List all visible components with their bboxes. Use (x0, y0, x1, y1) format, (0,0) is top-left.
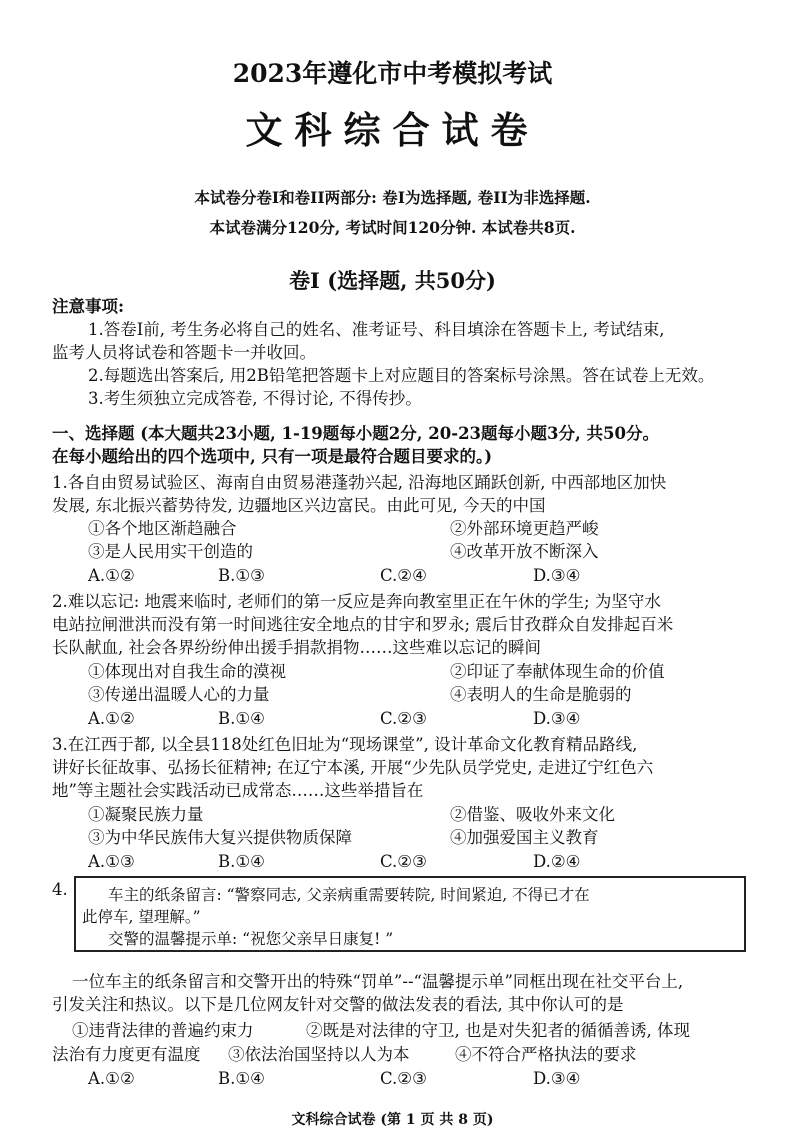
q1-stem-line-1: 1.各自由贸易试验区、海南自由贸易港蓬勃兴起, 沿海地区踊跃创新, 中西部地区加快 (52, 473, 667, 492)
q3-choice-c: C.②③ (380, 852, 427, 871)
q4-option-1: ①违背法律的普遍约束力 (72, 1021, 254, 1040)
notice-line-2: 监考人员将试卷和答题卡一并收回。 (52, 343, 316, 362)
q4-box-line-3: 交警的温馨提示单: “祝您父亲早日康复! ” (108, 930, 394, 948)
exam-subject: 文科综合试卷 (245, 108, 540, 152)
q2-choice-d: D.③④ (533, 709, 581, 728)
q3-stem-line-3: 地”等主题社会实践活动已成常态……这些举措旨在 (52, 781, 424, 800)
q1-option-3: ③是人民用实干创造的 (88, 542, 253, 561)
volume-heading: 卷I (选择题, 共50分) (289, 268, 496, 293)
q3-choice-a: A.①③ (88, 852, 135, 871)
q2-stem-line-1: 2.难以忘记: 地震来临时, 老师们的第一反应是奔向教室里正在午休的学生; 为坚守水 (52, 592, 661, 611)
q4-option-2-continued: 法治有力度更有温度 (52, 1045, 201, 1064)
page-footer: 文科综合试卷 (第 1 页 共 8 页) (291, 1112, 494, 1128)
q1-stem-line-2: 发展, 东北振兴蓄势待发, 边疆地区兴边富民。由此可见, 今天的中国 (52, 496, 546, 515)
exam-title: 2023年遵化市中考模拟考试 (232, 59, 553, 88)
q2-option-4: ④表明人的生命是脆弱的 (450, 685, 632, 704)
q3-choice-d: D.②④ (533, 852, 581, 871)
q3-option-3: ③为中华民族伟大复兴提供物质保障 (88, 828, 352, 847)
q3-stem-line-2: 讲好长征故事、弘扬长征精神; 在辽宁本溪, 开展“少先队员学党史, 走进辽宁红色六 (52, 758, 654, 777)
q1-option-1: ①各个地区渐趋融合 (88, 519, 237, 538)
q4-box-line-2: 此停车, 望理解。” (82, 908, 201, 926)
q4-option-3: ③依法治国坚持以人为本 (228, 1045, 410, 1064)
q3-option-1: ①凝聚民族力量 (88, 805, 204, 824)
intro-line-1: 本试卷分卷I和卷II两部分: 卷I为选择题, 卷II为非选择题. (194, 188, 591, 207)
q3-option-2: ②借鉴、吸收外来文化 (450, 805, 615, 824)
section-instruction: 在每小题给出的四个选项中, 只有一项是最符合题目要求的。) (52, 447, 493, 466)
q2-choice-a: A.①② (88, 709, 135, 728)
q1-choice-d: D.③④ (533, 566, 581, 585)
q3-option-4: ④加强爱国主义教育 (450, 828, 599, 847)
q2-option-2: ②印证了奉献体现生命的价值 (450, 662, 665, 681)
q3-stem-line-1: 3.在江西于都, 以全县118处红色旧址为“现场课堂”, 设计革命文化教育精品路线, (52, 735, 638, 754)
q1-option-2: ②外部环境更趋严峻 (450, 519, 599, 538)
q4-choice-c: C.②③ (380, 1069, 427, 1088)
q2-stem-line-2: 电站拉闸泄洪而没有第一时间逃往安全地点的甘宇和罗永; 震后甘孜群众自发排起百米 (52, 615, 674, 634)
section-heading: 一、选择题 (本大题共23小题, 1-19题每小题2分, 20-23题每小题3分, 共50分。 (52, 424, 659, 443)
q4-stem-line-2: 引发关注和热议。以下是几位网友针对交警的做法发表的看法, 其中你认可的是 (52, 995, 624, 1014)
q2-choice-b: B.①④ (218, 709, 265, 728)
notice-line-3: 2.每题选出答案后, 用2B铅笔把答题卡上对应题目的答案标号涂黑。答在试卷上无效。 (88, 366, 715, 385)
q1-option-4: ④改革开放不断深入 (450, 542, 599, 561)
q1-choice-c: C.②④ (380, 566, 427, 585)
q1-choice-b: B.①③ (218, 566, 265, 585)
notice-line-4: 3.考生须独立完成答卷, 不得讨论, 不得传抄。 (88, 389, 422, 408)
q4-option-4: ④不符合严格执法的要求 (455, 1045, 637, 1064)
q4-choice-a: A.①② (88, 1069, 135, 1088)
q4-box-line-1: 车主的纸条留言: “警察同志, 父亲病重需要转院, 时间紧迫, 不得已才在 (108, 886, 590, 904)
q2-stem-line-3: 长队献血, 社会各界纷纷伸出援手捐款捐物……这些难以忘记的瞬间 (52, 638, 541, 657)
q4-choice-b: B.①④ (218, 1069, 265, 1088)
q2-option-1: ①体现出对自我生命的漠视 (88, 662, 286, 681)
q2-option-3: ③传递出温暖人心的力量 (88, 685, 270, 704)
q4-choice-d: D.③④ (533, 1069, 581, 1088)
intro-line-2: 本试卷满分120分, 考试时间120分钟. 本试卷共8页. (209, 218, 576, 237)
notice-heading: 注意事项: (52, 297, 125, 316)
q4-stem-line-1: 一位车主的纸条留言和交警开出的特殊“罚单”--“温馨提示单”同框出现在社交平台上, (72, 972, 684, 991)
q4-number: 4. (52, 880, 68, 899)
q2-choice-c: C.②③ (380, 709, 427, 728)
notice-line-1: 1.答卷I前, 考生务必将自己的姓名、准考证号、科目填涂在答题卡上, 考试结束, (88, 320, 665, 339)
q1-choice-a: A.①② (88, 566, 135, 585)
q4-option-2: ②既是对法律的守卫, 也是对失犯者的循循善诱, 体现 (306, 1021, 690, 1040)
q3-choice-b: B.①④ (218, 852, 265, 871)
